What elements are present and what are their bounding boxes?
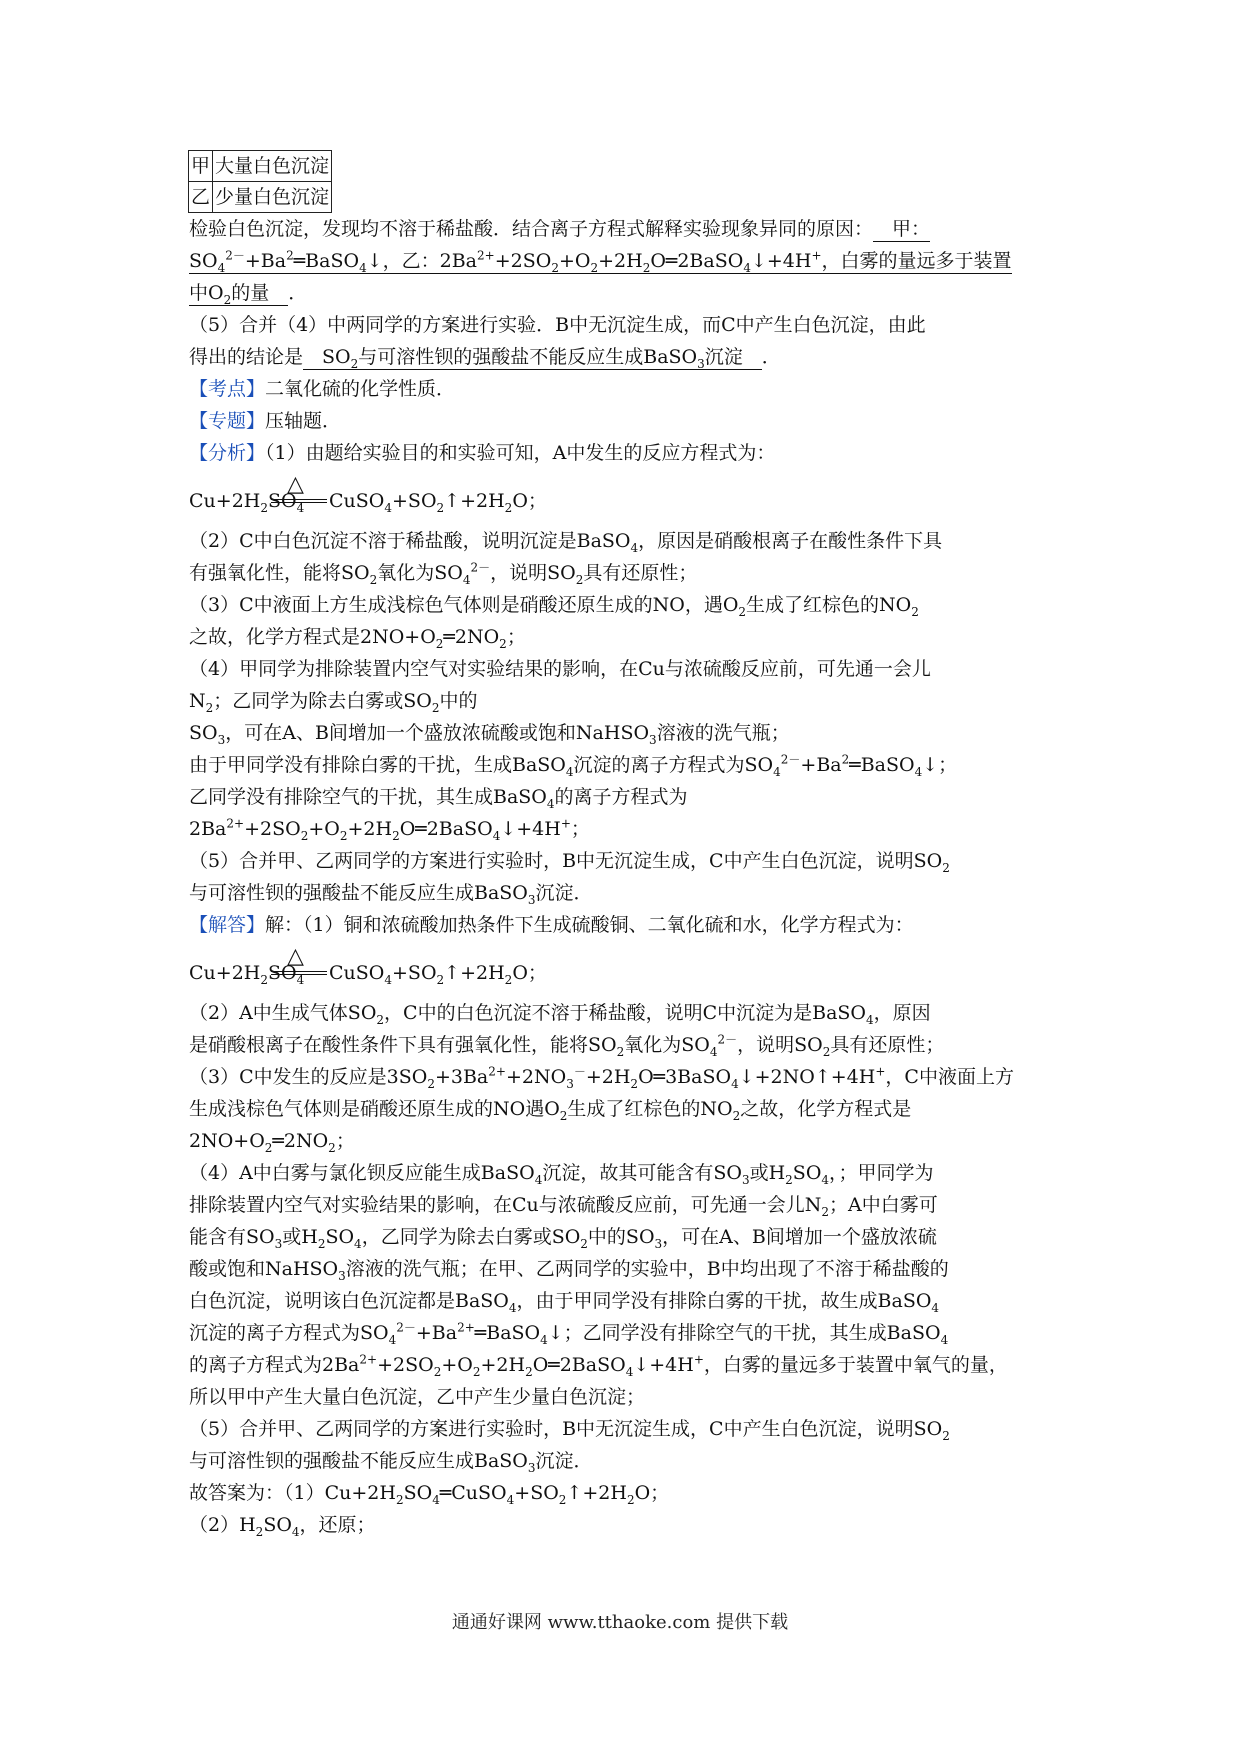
solution-3-line-3: $2NO+O_2═2NO_2$； xyxy=(189,1130,355,1155)
solution-4-line-7: 的离子方程式为$2Ba^{2+}+2SO_2+O_2+2H_2O═2BaSO_4↓+4H^+$，白雾的量远多于装置中氧气的量， xyxy=(189,1352,1008,1379)
analysis-4-line-3: $SO_3$，可在A、B间增加一个盛放浓硫酸或饱和NaHSO$_3$溶液的洗气瓶； xyxy=(189,722,790,747)
kaodian-tag: 【考点】 xyxy=(189,378,266,400)
equation-1 xyxy=(189,469,1069,525)
q5-answer: $SO_2$与可溶性钡的强酸盐不能反应生成BaSO$_3$沉淀 xyxy=(303,346,762,371)
solution-4-line-1: （4）A中白雾与氯化钡反应能生成BaSO$_4$沉淀，故其可能含有$SO_3$或$H_2SO_4$，；甲同学为 xyxy=(189,1162,934,1187)
answer-intro: 故答案为：（1） xyxy=(189,1482,325,1504)
heat-condition: △ xyxy=(287,472,304,497)
equation-2 xyxy=(189,941,1069,997)
solution-3-line-2: 生成浅棕色气体则是硝酸还原生成的NO遇$O_2$生成了红棕色的$NO_2$之故，化学方程式是 xyxy=(189,1098,912,1123)
table-row xyxy=(189,151,332,182)
solution-4-line-2: 排除装置内空气对实验结果的影响，在Cu与浓硫酸反应前，可先通一会儿$N_2$；A中白雾可 xyxy=(189,1194,938,1219)
q4-line-2 xyxy=(189,245,1069,277)
kaodian-text: 二氧化硫的化学性质． xyxy=(265,378,456,400)
zhuanti-tag: 【专题】 xyxy=(189,410,266,432)
q5-line-1: （5）合并（4）中两同学的方案进行实验．B中无沉淀生成，而C中产生白色沉淀，由此 xyxy=(189,314,926,336)
fenxi-tag: 【分析】 xyxy=(189,442,266,464)
q5-line-2: 得出的结论是 $SO_2$与可溶性钡的强酸盐不能反应生成BaSO$_3$沉淀 ． xyxy=(189,346,781,371)
jieda-tag: 【解答】 xyxy=(189,914,266,936)
analysis-5-line-1: （5）合并甲、乙两同学的方案进行实验时，B中无沉淀生成，C中产生白色沉淀，说明$SO_2$ xyxy=(189,850,950,875)
solution-4-line-5: 白色沉淀，说明该白色沉淀都是BaSO$_4$，由于甲同学没有排除白雾的干扰，故生成BaSO$_4$ xyxy=(189,1290,940,1315)
table-cell-who: 甲 xyxy=(189,151,213,182)
jieda-line xyxy=(189,909,1069,941)
jieda-text: 解：（1）铜和浓硫酸加热条件下生成硫酸铜、二氧化硫和水，化学方程式为： xyxy=(265,914,914,936)
analysis-4-line-6: $2Ba^{2+}+2SO_2+O_2+2H_2O═2BaSO_4↓+4H^+$； xyxy=(189,816,590,843)
solution-2-line-2: 是硝酸根离子在酸性条件下具有强氧化性，能将$SO_2$氧化为$SO_4^{2-}$，说明$SO_2$具有还原性； xyxy=(189,1032,945,1059)
solution-5-line-2: 与可溶性钡的强酸盐不能反应生成BaSO$_3$沉淀． xyxy=(189,1450,593,1475)
equation-bar xyxy=(271,971,327,975)
q4-answer-part-3: 中$O_2$的量 xyxy=(189,282,289,307)
analysis-3-line-2: 之故，化学方程式是$2NO+O_2═2NO_2$； xyxy=(189,626,526,651)
heat-condition: △ xyxy=(287,944,304,969)
table-cell-result: 少量白色沉淀 xyxy=(213,182,332,213)
analysis-5-line-2: 与可溶性钡的强酸盐不能反应生成BaSO$_3$沉淀． xyxy=(189,882,593,907)
analysis-4-line-5: 乙同学没有排除空气的干扰，其生成BaSO$_4$的离子方程式为 xyxy=(189,786,688,811)
answer-line-2: $(2)H_2SO_4$，还原； xyxy=(189,1514,376,1539)
q4-line-1 xyxy=(189,213,1069,245)
table-cell-who: 乙 xyxy=(189,182,213,213)
analysis-3-line-1: （3）C中液面上方生成浅棕色气体则是硝酸还原生成的NO，遇$O_2$生成了红棕色的$NO_2$ xyxy=(189,594,919,619)
zhuanti-text: 压轴题． xyxy=(265,410,342,432)
q4-intro: 检验白色沉淀，发现均不溶于稀盐酸．结合离子方程式解释实验现象异同的原因： xyxy=(189,218,874,240)
table-row xyxy=(189,182,332,213)
zhuanti-line xyxy=(189,405,1069,437)
page-footer: 通通好课网 www.tthaoke.com 提供下载 xyxy=(451,1612,789,1633)
analysis-4-line-4: 由于甲同学没有排除白雾的干扰，生成BaSO$_4$沉淀的离子方程式为$SO_4^{2-}+Ba^2═BaSO_4↓$； xyxy=(189,752,958,779)
solution-5-line-1: （5）合并甲、乙两同学的方案进行实验时，B中无沉淀生成，C中产生白色沉淀，说明$SO_2$ xyxy=(189,1418,950,1443)
solution-4-line-3: 能含有$SO_3$或$H_2SO_4$，乙同学为除去白雾或$SO_2$中的$SO_3$，可在A、B间增加一个盛放浓硫 xyxy=(189,1226,937,1251)
equation-left: $Cu+2H_2SO_4$ xyxy=(189,490,305,515)
analysis-4-line-1: （4）甲同学为排除装置内空气对实验结果的影响，在Cu与浓硫酸反应前，可先通一会儿 xyxy=(189,658,931,680)
result-table xyxy=(188,150,332,213)
q4-answer-part-2: $SO_4^{2-}+Ba^2═BaSO_4↓$，乙：$2Ba^{2+}+2SO_2+O_2+2H_2O═2BaSO_4↓+4H^+$，白雾的量远多于装置 xyxy=(189,248,1012,275)
fenxi-text: （1）由题给实验目的和实验可知，A中发生的反应方程式为： xyxy=(265,442,776,464)
answer-line-1: 故答案为：$(1)Cu+2H_2SO_4═CuSO_4+SO_2↑+2H_2O$； xyxy=(189,1482,670,1507)
kaodian-line xyxy=(189,373,1069,405)
equation-right: $CuSO_4+SO_2↑+2H_2O$； xyxy=(329,962,547,987)
solution-3-line-1: （3）C中发生的反应是$3SO_2+3Ba^{2+}+2NO_3^-+2H_2O═3BaSO_4↓+2NO↑+4H^+$，C中液面上方 xyxy=(189,1064,1014,1091)
solution-4-line-6: 沉淀的离子方程式为$SO_4^{2-}+Ba^{2+}═BaSO_4↓$；乙同学没有排除空气的干扰，其生成BaSO$_4$ xyxy=(189,1320,949,1347)
equation-right: $CuSO_4+SO_2↑+2H_2O$； xyxy=(329,490,547,515)
fenxi-line xyxy=(189,437,1069,469)
q4-line-3: 中$O_2$的量 ． xyxy=(189,282,308,307)
solution-2-line-1: （2）A中生成气体$SO_2$，C中的白色沉淀不溶于稀盐酸，说明C中沉淀为是BaSO$_4$，原因 xyxy=(189,1002,931,1027)
equation-bar xyxy=(271,499,327,503)
analysis-2-line-1: （2）C中白色沉淀不溶于稀盐酸，说明沉淀是BaSO$_4$，原因是硝酸根离子在酸性条件下具 xyxy=(189,530,943,555)
solution-4-line-4: 酸或饱和NaHSO$_3$溶液的洗气瓶；在甲、乙两同学的实验中，B中均出现了不溶于稀盐酸的 xyxy=(189,1258,949,1283)
document-body xyxy=(189,150,1069,1541)
table-cell-result: 大量白色沉淀 xyxy=(213,151,332,182)
equation-left: $Cu+2H_2SO_4$ xyxy=(189,962,305,987)
analysis-2-line-2: 有强氧化性，能将$SO_2$氧化为$SO_4^{2-}$，说明$SO_2$具有还原性； xyxy=(189,560,698,587)
solution-4-line-8: 所以甲中产生大量白色沉淀，乙中产生少量白色沉淀； xyxy=(189,1386,646,1408)
q4-answer-part-1: 甲： xyxy=(873,218,931,240)
analysis-4-line-2: $N_2$；乙同学为除去白雾或$SO_2$中的 xyxy=(189,690,478,715)
